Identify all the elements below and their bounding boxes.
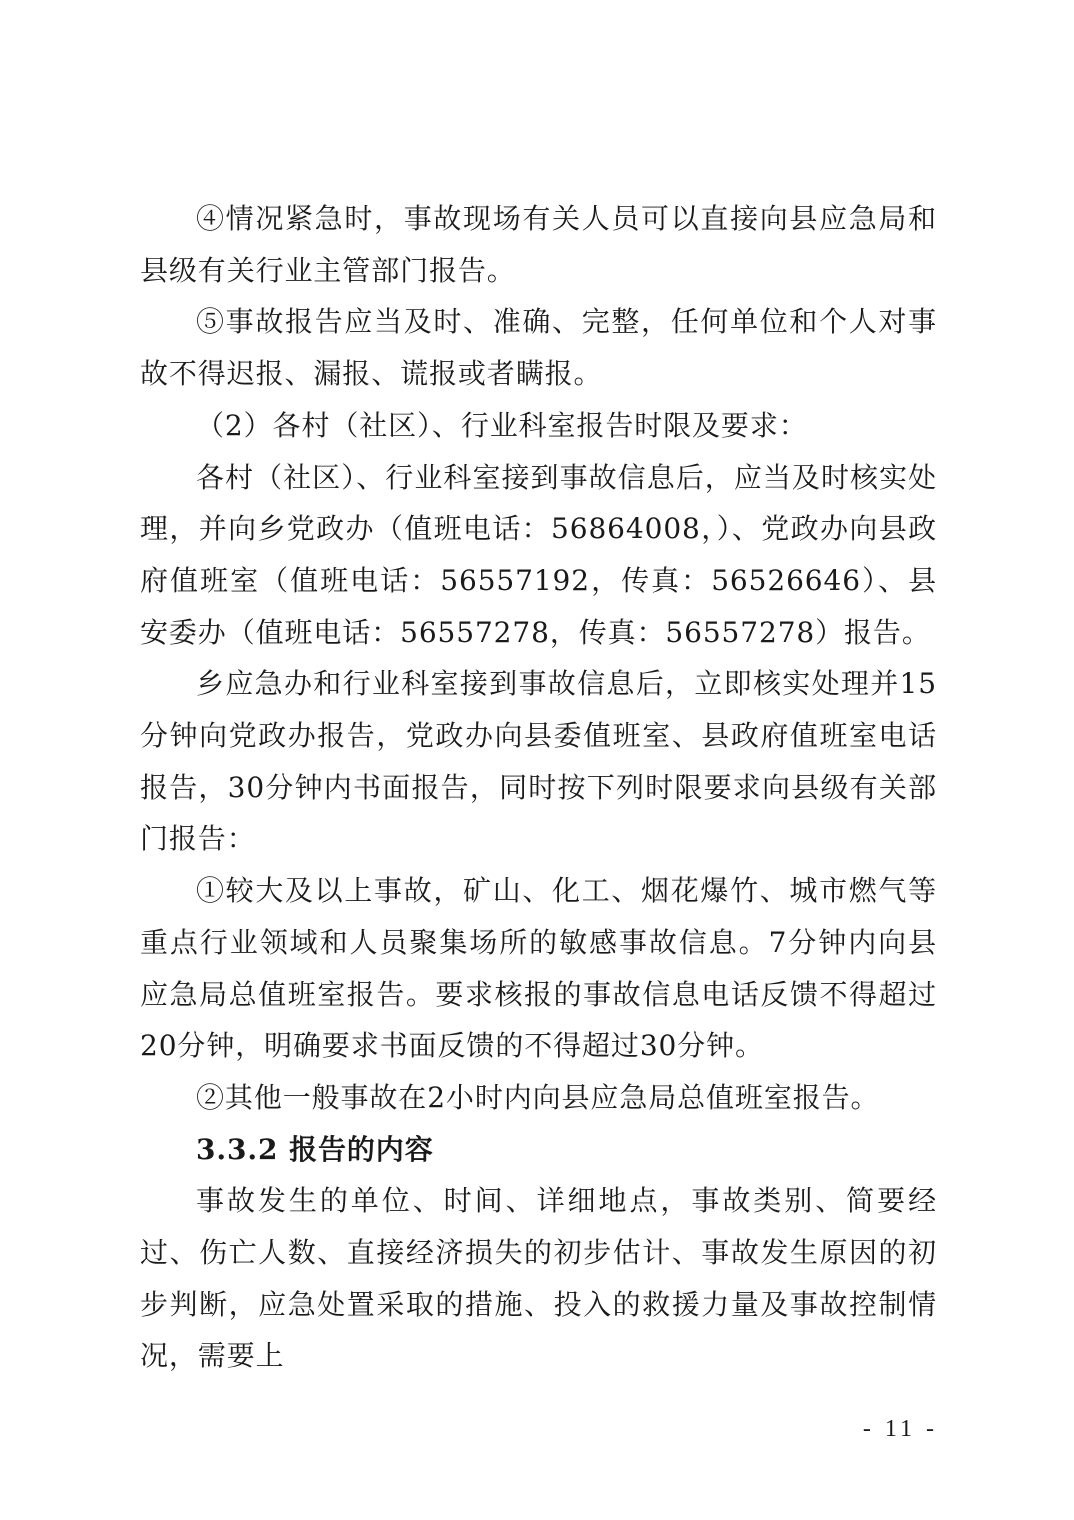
paragraph-item-1: ①较大及以上事故，矿山、化工、烟花爆竹、城市燃气等重点行业领域和人员聚集场所的敏感事故信息。7分钟内向县应急局总值班室报告。要求核报的事故信息电话反馈不得超过20分钟，明确要求书面反馈的不得超过30分钟。 bbox=[140, 874, 937, 1063]
paragraph-item-4: ④情况紧急时，事故现场有关人员可以直接向县应急局和县级有关行业主管部门报告。 bbox=[140, 202, 937, 287]
paragraph-township-reporting: 乡应急办和行业科室接到事故信息后，立即核实处理并15分钟向党政办报告，党政办向县委值班室、县政府值班室电话报告，30分钟内书面报告，同时按下列时限要求向县级有关部门报告： bbox=[140, 667, 937, 856]
paragraph-report-content: 事故发生的单位、时间、详细地点，事故类别、简要经过、伤亡人数、直接经济损失的初步估计、事故发生原因的初步判断，应急处置采取的措施、投入的救援力量及事故控制情况，需要上 bbox=[140, 1184, 937, 1373]
section-heading-3-3-2: 3.3.2 报告的内容 bbox=[196, 1132, 434, 1166]
page-number: - 11 - bbox=[862, 1416, 938, 1442]
page-body bbox=[140, 193, 937, 1382]
paragraph-item-5: ⑤事故报告应当及时、准确、完整，任何单位和个人对事故不得迟报、漏报、谎报或者瞒报。 bbox=[140, 305, 937, 391]
paragraph-subsection-2-title: （2）各村（社区）、行业科室报告时限及要求： bbox=[196, 408, 808, 442]
paragraph-item-2: ②其他一般事故在2小时内向县应急局总值班室报告。 bbox=[196, 1080, 880, 1114]
paragraph-village-reporting: 各村（社区）、行业科室接到事故信息后，应当及时核实处理，并向乡党政办（值班电话：56864008，）、党政办向县政府值班室（值班电话：56557192，传真：56526646）、县安委办（值班电话：56557278，传真：56557278）报告。 bbox=[140, 460, 937, 649]
